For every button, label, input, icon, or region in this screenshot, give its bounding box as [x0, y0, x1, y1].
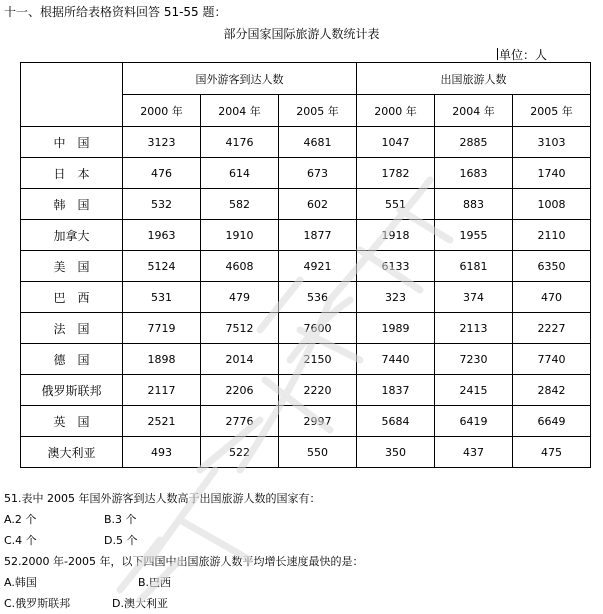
- value-cell: 1683: [435, 158, 513, 189]
- value-cell: 4176: [201, 127, 279, 158]
- value-cell: 1047: [357, 127, 435, 158]
- table-row: [21, 375, 591, 406]
- value-cell: 470: [513, 282, 591, 313]
- corner-cell: [21, 63, 123, 127]
- value-cell: 7512: [201, 313, 279, 344]
- value-cell: 1918: [357, 220, 435, 251]
- value-cell: 6419: [435, 406, 513, 437]
- section-heading: 十一、根据所给表格资料回答 51-55 题：: [4, 5, 227, 19]
- value-cell: 479: [201, 282, 279, 313]
- value-cell: 2113: [435, 313, 513, 344]
- value-cell: 437: [435, 437, 513, 468]
- table-row: [21, 437, 591, 468]
- table-row: [21, 127, 591, 158]
- year-header: 2004 年: [435, 95, 513, 127]
- value-cell: 1740: [513, 158, 591, 189]
- table-title: 部分国家国际旅游人数统计表: [223, 27, 380, 41]
- value-cell: 531: [123, 282, 201, 313]
- year-header: 2005 年: [279, 95, 357, 127]
- question-51-options-ab: [4, 509, 363, 530]
- table-row: [21, 344, 591, 375]
- country-cell: 日 本: [21, 158, 123, 189]
- value-cell: 536: [279, 282, 357, 313]
- value-cell: 6133: [357, 251, 435, 282]
- value-cell: 1910: [201, 220, 279, 251]
- value-cell: 1955: [435, 220, 513, 251]
- value-cell: 2014: [201, 344, 279, 375]
- option-d: D.5 个: [104, 534, 138, 547]
- question-52-options-cd: [4, 593, 363, 614]
- option-c: C.4 个: [4, 534, 37, 547]
- value-cell: 2150: [279, 344, 357, 375]
- value-cell: 2776: [201, 406, 279, 437]
- value-cell: 2110: [513, 220, 591, 251]
- country-cell: 英 国: [21, 406, 123, 437]
- value-cell: 522: [201, 437, 279, 468]
- unit-label: [497, 47, 547, 63]
- value-cell: 475: [513, 437, 591, 468]
- value-cell: 6649: [513, 406, 591, 437]
- option-a: A.2 个: [4, 513, 37, 526]
- value-cell: 6350: [513, 251, 591, 282]
- option-b: B.3 个: [104, 513, 137, 526]
- value-cell: 2415: [435, 375, 513, 406]
- option-a: A.韩国: [4, 576, 37, 589]
- value-cell: 7440: [357, 344, 435, 375]
- unit-text: 单位：人: [499, 48, 548, 62]
- value-cell: 493: [123, 437, 201, 468]
- value-cell: 323: [357, 282, 435, 313]
- value-cell: 3103: [513, 127, 591, 158]
- year-header: 2000 年: [123, 95, 201, 127]
- group-header-outbound: 出国旅游人数: [357, 63, 591, 95]
- year-header: 2004 年: [201, 95, 279, 127]
- country-cell: 韩 国: [21, 189, 123, 220]
- value-cell: 1877: [279, 220, 357, 251]
- question-52-options-ab: [4, 572, 363, 593]
- value-cell: 2842: [513, 375, 591, 406]
- value-cell: 1898: [123, 344, 201, 375]
- year-header: 2005 年: [513, 95, 591, 127]
- value-cell: 2521: [123, 406, 201, 437]
- question-51-stem: 51.表中 2005 年国外游客到达人数高于出国旅游人数的国家有：: [4, 492, 321, 505]
- value-cell: 4681: [279, 127, 357, 158]
- value-cell: 2997: [279, 406, 357, 437]
- group-header-row: [21, 63, 591, 95]
- country-cell: 巴 西: [21, 282, 123, 313]
- value-cell: 350: [357, 437, 435, 468]
- year-header: 2000 年: [357, 95, 435, 127]
- value-cell: 7719: [123, 313, 201, 344]
- value-cell: 1837: [357, 375, 435, 406]
- value-cell: 7230: [435, 344, 513, 375]
- value-cell: 550: [279, 437, 357, 468]
- value-cell: 883: [435, 189, 513, 220]
- value-cell: 7600: [279, 313, 357, 344]
- value-cell: 476: [123, 158, 201, 189]
- value-cell: 614: [201, 158, 279, 189]
- value-cell: 602: [279, 189, 357, 220]
- option-c: C.俄罗斯联邦: [4, 597, 71, 610]
- group-header-inbound: 国外游客到达人数: [123, 63, 357, 95]
- value-cell: 2885: [435, 127, 513, 158]
- table-row: [21, 220, 591, 251]
- table-body: [21, 127, 591, 468]
- question-52-stem: 52.2000 年-2005 年，以下四国中出国旅游人数平均增长速度最快的是：: [4, 555, 364, 568]
- value-cell: 3123: [123, 127, 201, 158]
- country-cell: 加拿大: [21, 220, 123, 251]
- value-cell: 1008: [513, 189, 591, 220]
- value-cell: 7740: [513, 344, 591, 375]
- questions: [4, 488, 363, 614]
- value-cell: 2220: [279, 375, 357, 406]
- table-row: [21, 189, 591, 220]
- table-row: [21, 313, 591, 344]
- country-cell: 法 国: [21, 313, 123, 344]
- table-row: [21, 406, 591, 437]
- option-d: D.澳大利亚: [112, 597, 168, 610]
- value-cell: 582: [201, 189, 279, 220]
- value-cell: 2117: [123, 375, 201, 406]
- country-cell: 中 国: [21, 127, 123, 158]
- value-cell: 551: [357, 189, 435, 220]
- value-cell: 1782: [357, 158, 435, 189]
- value-cell: 532: [123, 189, 201, 220]
- value-cell: 5124: [123, 251, 201, 282]
- value-cell: 4921: [279, 251, 357, 282]
- country-cell: 俄罗斯联邦: [21, 375, 123, 406]
- table-row: [21, 158, 591, 189]
- value-cell: 1963: [123, 220, 201, 251]
- value-cell: 374: [435, 282, 513, 313]
- value-cell: 2206: [201, 375, 279, 406]
- value-cell: 5684: [357, 406, 435, 437]
- value-cell: 673: [279, 158, 357, 189]
- country-cell: 美 国: [21, 251, 123, 282]
- question-51-options-cd: [4, 530, 363, 551]
- value-cell: 6181: [435, 251, 513, 282]
- option-b: B.巴西: [138, 576, 172, 589]
- table-row: [21, 282, 591, 313]
- value-cell: 4608: [201, 251, 279, 282]
- table-row: [21, 251, 591, 282]
- value-cell: 2227: [513, 313, 591, 344]
- country-cell: 澳大利亚: [21, 437, 123, 468]
- value-cell: 1989: [357, 313, 435, 344]
- tourism-table: [20, 62, 591, 468]
- country-cell: 德 国: [21, 344, 123, 375]
- cursor-mark: [497, 48, 498, 60]
